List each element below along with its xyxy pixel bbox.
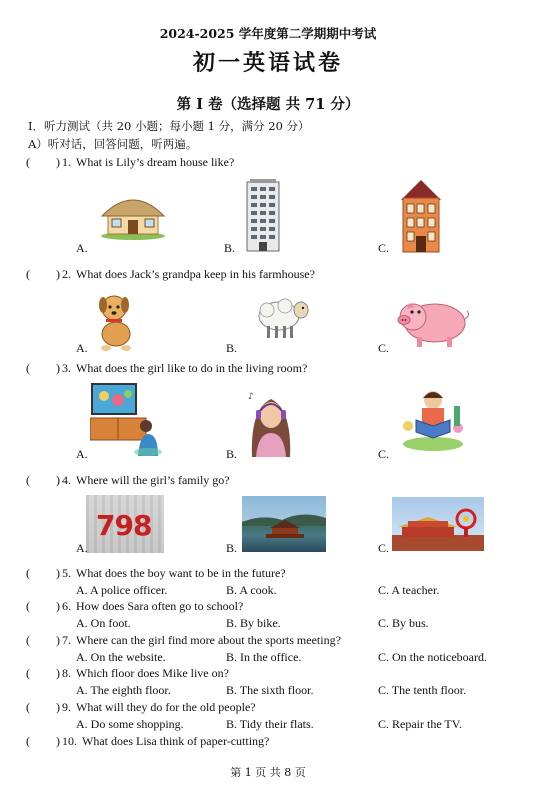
reading-book-icon — [400, 386, 466, 452]
question-text: What does Lisa think of paper-cutting? — [82, 734, 270, 748]
question-number: 1. — [62, 155, 71, 169]
option-a-label: A. — [76, 341, 88, 355]
question-text: Where can the girl find more about the sports meeting? — [76, 633, 341, 647]
option-b: B. The sixth floor. — [226, 683, 314, 697]
option-b-label: B. — [226, 541, 238, 555]
option-a: A. On the website. — [76, 650, 166, 664]
sheep-icon — [255, 292, 310, 340]
question-text: How does Sara often go to school? — [76, 599, 244, 613]
answer-paren-open: ( — [26, 599, 30, 613]
option-c: C. By bus. — [378, 616, 429, 630]
section-heading: I．听力测试（共 20 小题；每小题 1 分，满分 20 分） — [28, 119, 310, 133]
answer-paren-close: ) — [56, 633, 60, 647]
question-number: 2. — [62, 267, 71, 281]
question-number: 10. — [62, 734, 77, 748]
art-district-photo — [86, 495, 164, 553]
option-a-label: A. — [76, 447, 88, 461]
listening-music-icon — [246, 389, 296, 457]
answer-paren-open: ( — [26, 700, 30, 714]
question-text: What does the girl like to do in the living room? — [76, 361, 308, 375]
brick-house-icon — [400, 178, 442, 253]
option-a: A. Do some shopping. — [76, 717, 184, 731]
answer-paren-close: ) — [56, 599, 60, 613]
answer-paren-close: ) — [56, 666, 60, 680]
answer-paren-close: ) — [56, 734, 60, 748]
option-a-label: A. — [76, 541, 88, 555]
question-number: 7. — [62, 633, 71, 647]
photo-sign-text: 798 — [96, 509, 152, 542]
answer-paren-open: ( — [26, 633, 30, 647]
option-c: C. The tenth floor. — [378, 683, 467, 697]
option-c: C. On the noticeboard. — [378, 650, 487, 664]
answer-paren-close: ) — [56, 700, 60, 714]
option-b-label: B. — [224, 241, 236, 255]
question-text: What will they do for the old people? — [76, 700, 256, 714]
answer-paren-close: ) — [56, 361, 60, 375]
lake-boat-photo — [242, 496, 326, 552]
question-number: 5. — [62, 566, 71, 580]
exam-year-line: 2024-2025 学年度第二学期期中考试 — [159, 26, 377, 41]
option-b: B. Tidy their flats. — [226, 717, 314, 731]
answer-paren-open: ( — [26, 734, 30, 748]
answer-paren-open: ( — [26, 566, 30, 580]
question-text: What does the boy want to be in the future? — [76, 566, 286, 580]
question-number: 6. — [62, 599, 71, 613]
part-heading: 第 I 卷（选择题 共 71 分） — [176, 96, 360, 113]
question-text: What does Jack’s grandpa keep in his farmhouse? — [76, 267, 315, 281]
question-text: Which floor does Mike live on? — [76, 666, 229, 680]
option-b-label: B. — [226, 447, 238, 461]
question-number: 4. — [62, 473, 71, 487]
answer-paren-open: ( — [26, 666, 30, 680]
cottage-icon — [100, 188, 166, 240]
answer-paren-open: ( — [26, 473, 30, 487]
section-instruction: A）听对话，回答问题，听两遍。 — [28, 137, 198, 151]
watching-tv-icon — [90, 382, 166, 456]
answer-paren-open: ( — [26, 267, 30, 281]
answer-paren-close: ) — [56, 267, 60, 281]
tall-building-icon — [246, 179, 280, 252]
option-a: A. A police officer. — [76, 583, 168, 597]
pig-icon — [395, 295, 473, 350]
question-text: What is Lily’s dream house like? — [76, 155, 235, 169]
option-c-label: C. — [378, 447, 390, 461]
option-c: C. A teacher. — [378, 583, 440, 597]
exam-title: 初一英语试卷 — [192, 50, 343, 76]
option-c: C. Repair the TV. — [378, 717, 462, 731]
tiananmen-photo — [392, 497, 484, 551]
option-a: A. On foot. — [76, 616, 131, 630]
option-b-label: B. — [226, 341, 238, 355]
question-number: 3. — [62, 361, 71, 375]
answer-paren-close: ) — [56, 566, 60, 580]
answer-paren-close: ) — [56, 473, 60, 487]
dog-icon — [94, 290, 138, 352]
answer-paren-open: ( — [26, 361, 30, 375]
option-a-label: A. — [76, 241, 88, 255]
option-c-label: C. — [378, 241, 390, 255]
question-number: 9. — [62, 700, 71, 714]
svg-text:♪: ♪ — [248, 392, 254, 402]
option-c-label: C. — [378, 341, 390, 355]
answer-paren-open: ( — [26, 155, 30, 169]
answer-paren-close: ) — [56, 155, 60, 169]
option-b: B. In the office. — [226, 650, 302, 664]
option-b: B. By bike. — [226, 616, 281, 630]
option-c-label: C. — [378, 541, 390, 555]
option-a: A. The eighth floor. — [76, 683, 171, 697]
page-footer: 第 1 页 共 8 页 — [230, 766, 306, 779]
question-text: Where will the girl’s family go? — [76, 473, 230, 487]
question-number: 8. — [62, 666, 71, 680]
option-b: B. A cook. — [226, 583, 277, 597]
